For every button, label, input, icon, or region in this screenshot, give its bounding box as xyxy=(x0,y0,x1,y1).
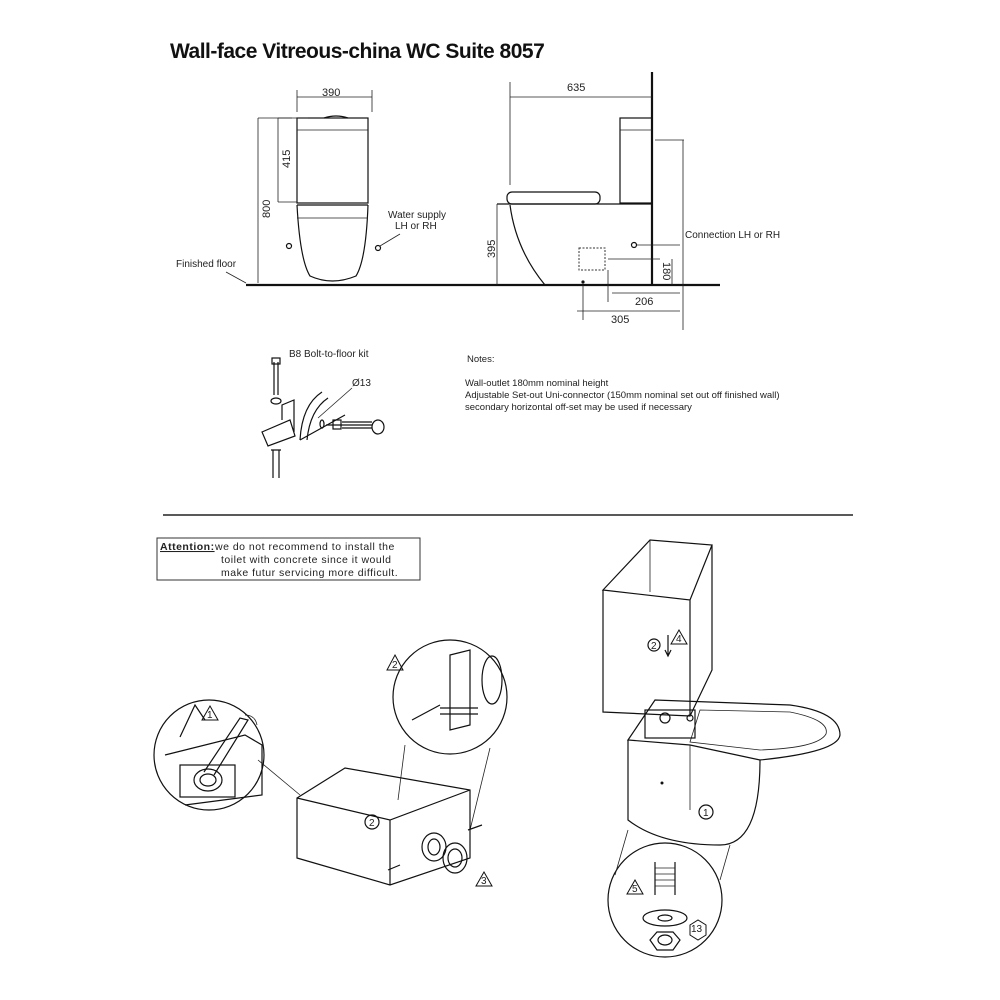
step-marker: 2 xyxy=(369,818,375,829)
seat-side xyxy=(507,192,600,204)
bolt-kit xyxy=(262,349,384,478)
kit-diameter: Ø13 xyxy=(352,378,371,389)
step-marker: 3 xyxy=(481,876,487,887)
supply-point-left xyxy=(287,244,292,249)
detail-connector-lever xyxy=(154,700,264,810)
front-view xyxy=(176,87,446,283)
cistern-front xyxy=(297,118,368,203)
attention-text: toilet with concrete since it would xyxy=(221,554,392,566)
toilet-assembly xyxy=(603,540,840,845)
attention-text: we do not recommend to install the xyxy=(215,541,395,553)
dim-width: 390 xyxy=(322,87,341,99)
step-marker: 2 xyxy=(392,660,398,671)
connection-point xyxy=(632,243,637,248)
water-supply-label: Water supply xyxy=(388,210,446,221)
finished-floor-label: Finished floor xyxy=(176,259,237,270)
dim-total-height: 800 xyxy=(261,199,273,218)
attention-label: Attention: xyxy=(160,541,215,553)
outlet-box xyxy=(297,768,492,887)
dim-depth: 635 xyxy=(567,82,586,94)
note-line: Adjustable Set-out Uni-connector (150mm nominal set out off finished wall) xyxy=(465,390,780,401)
attention-text: make futur servicing more difficult. xyxy=(221,567,399,579)
drawing-title: Wall-face Vitreous-china WC Suite 8057 xyxy=(170,40,545,63)
step-marker: 1 xyxy=(703,808,709,819)
dim-outlet-height: 180 xyxy=(660,262,672,281)
notes-heading: Notes: xyxy=(467,354,495,365)
outlet-dotted xyxy=(579,248,605,270)
dim-outlet-setout: 206 xyxy=(635,296,654,308)
attention-box xyxy=(157,538,420,580)
step-marker: 5 xyxy=(632,884,638,895)
dim-seat-height: 395 xyxy=(486,239,498,258)
step-marker: 13 xyxy=(691,924,703,935)
step-marker: 1 xyxy=(207,710,213,721)
water-supply-side-label: LH or RH xyxy=(395,221,437,232)
note-line: secondary horizontal off-set may be used if necessary xyxy=(465,402,692,413)
supply-point-right xyxy=(376,246,381,251)
note-line: Wall-outlet 180mm nominal height xyxy=(465,378,609,389)
side-view xyxy=(486,72,780,330)
dim-tank-height: 415 xyxy=(281,149,293,168)
bowl-side xyxy=(497,204,652,285)
bowl-front xyxy=(297,205,368,281)
step-marker: 4 xyxy=(676,634,682,645)
dim-fixing: 305 xyxy=(611,314,630,326)
kit-label: B8 Bolt-to-floor kit xyxy=(289,349,369,360)
step-marker: 2 xyxy=(651,641,657,652)
detail-floor-bolt xyxy=(608,843,722,957)
connection-label: Connection LH or RH xyxy=(685,230,781,241)
detail-wall-fixing xyxy=(387,640,507,754)
cistern-side xyxy=(620,118,652,203)
notes xyxy=(465,354,780,413)
